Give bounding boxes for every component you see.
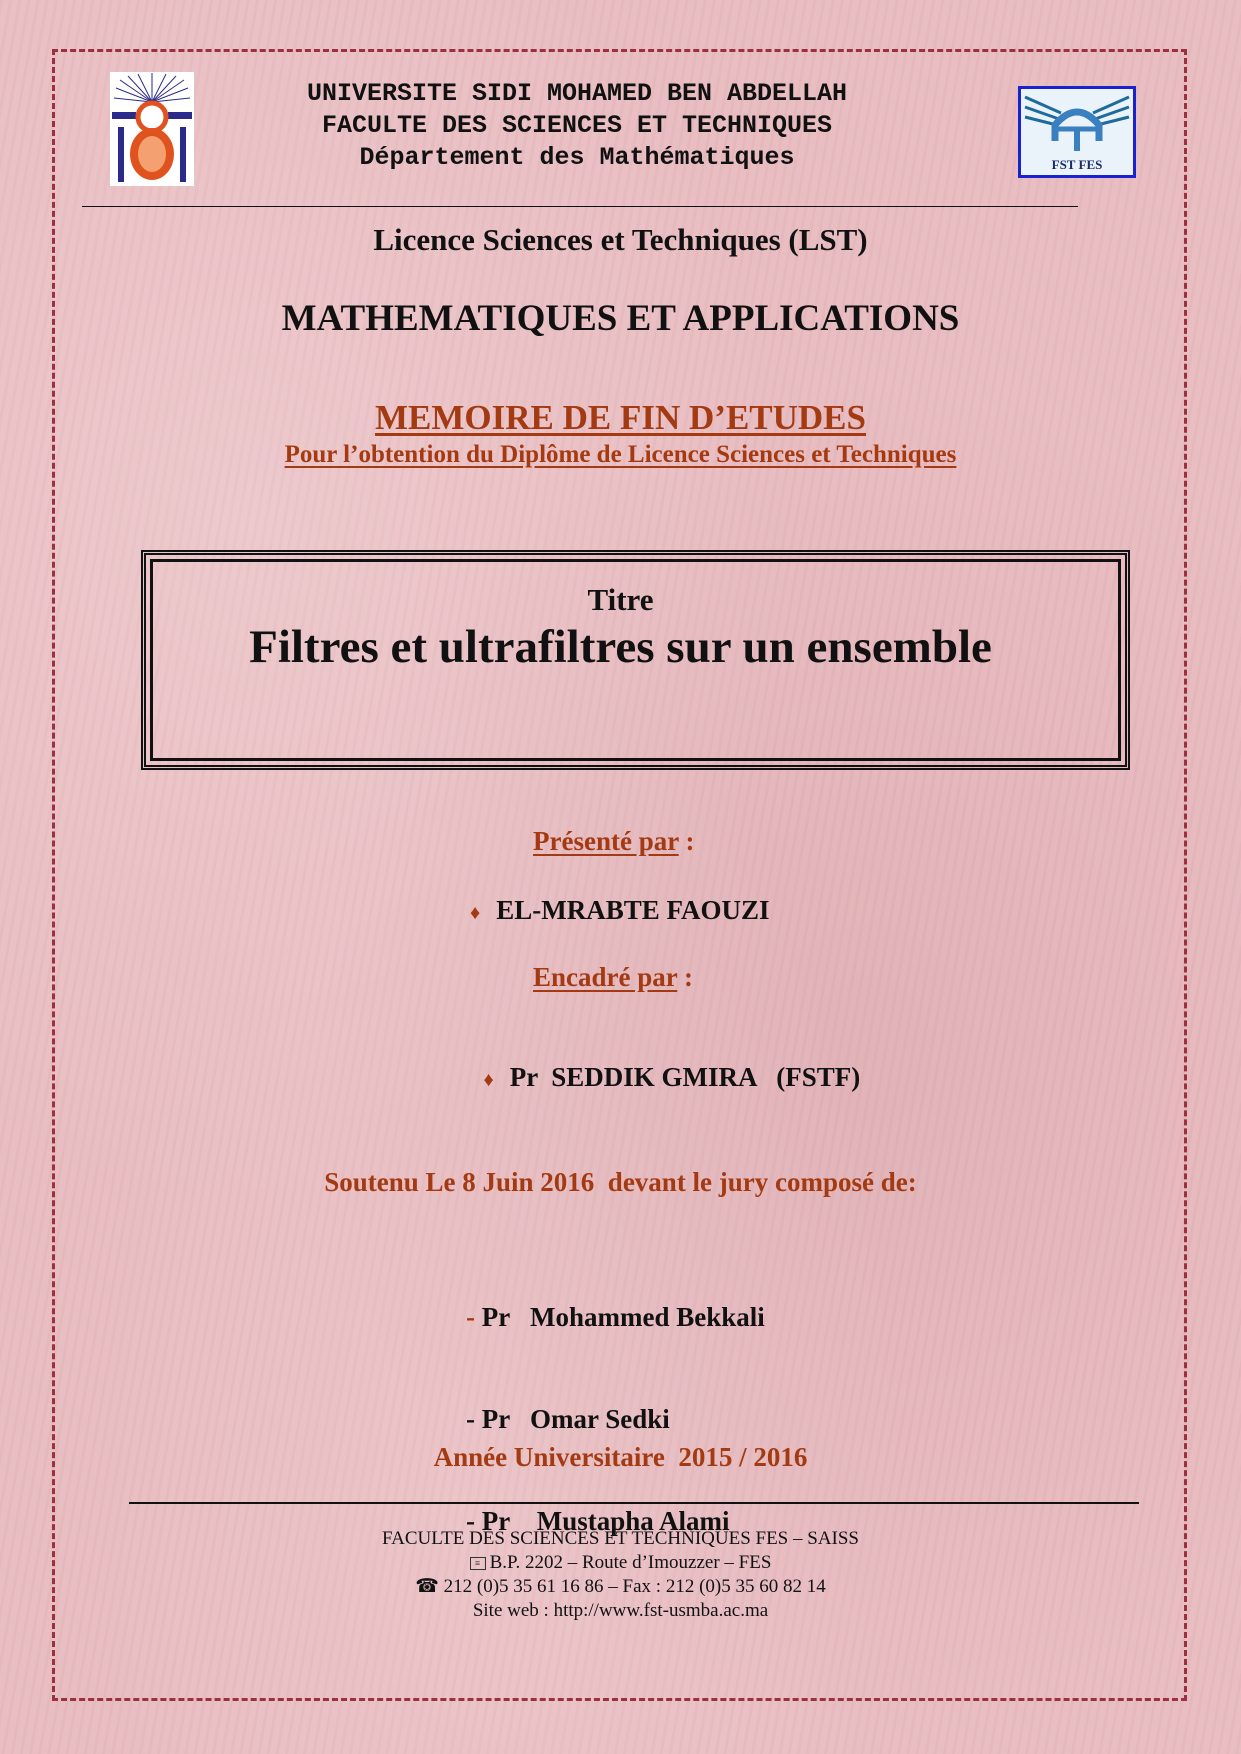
footer-address: [0, 1527, 1241, 1623]
footer-faculty: FACULTE DES SCIENCES ET TECHNIQUES FES – SAISS: [381, 1528, 859, 1549]
svg-text:FST FES: FST FES: [1051, 157, 1103, 172]
footer-postal: ≡ B.P. 2202 – Route d’Imouzzer – FES: [0, 1551, 1241, 1575]
faculty-name: FACULTE DES SCIENCES ET TECHNIQUES: [321, 111, 833, 140]
diamond-bullet-icon: ♦: [470, 902, 481, 924]
header-divider: [82, 206, 1078, 207]
student-entry: [470, 895, 770, 926]
mailbox-icon: ≡: [470, 1557, 486, 1570]
degree-title: Licence Sciences et Techniques (LST): [373, 222, 868, 257]
jury-member: - Pr Mohammed Bekkali: [466, 1302, 765, 1332]
thesis-title: Filtres et ultrafiltres sur un ensemble: [249, 621, 992, 673]
title-label: Titre: [587, 582, 654, 617]
university-emblem-icon: [110, 72, 194, 186]
footer-divider: [129, 1502, 1139, 1504]
department-name: Département des Mathématiques: [359, 143, 795, 172]
phone-icon: ☎: [415, 1576, 444, 1597]
university-name: UNIVERSITE SIDI MOHAMED BEN ABDELLAH: [306, 79, 848, 108]
supervisor-entry: [470, 1031, 860, 1093]
supervised-by-label: Encadré par: [533, 962, 678, 992]
jury-member: - Pr Mustapha Alami: [466, 1506, 730, 1536]
fst-fes-emblem-icon: [1021, 89, 1133, 175]
jury-list: [466, 1232, 765, 1572]
student-name: EL-MRABTE FAOUZI: [496, 895, 770, 925]
memoire-heading: MEMOIRE DE FIN D’ETUDES: [374, 398, 866, 437]
fst-fes-logo: [1018, 86, 1136, 178]
jury-member: - Pr Omar Sedki: [466, 1404, 670, 1434]
university-logo: [110, 72, 194, 186]
supervisor-name: Pr SEDDIK GMIRA (FSTF): [509, 1062, 861, 1092]
diamond-bullet-icon: ♦: [483, 1069, 494, 1091]
defense-statement: Soutenu Le 8 Juin 2016 devant le jury composé de:: [324, 1167, 917, 1197]
memoire-subheading: Pour l’obtention du Diplôme de Licence Sciences et Techniques: [284, 441, 957, 468]
presented-by-label: Présenté par: [533, 826, 679, 856]
footer-phone: ☎ 212 (0)5 35 61 16 86 – Fax : 212 (0)5 35 60 82 14: [415, 1576, 826, 1597]
academic-year: Année Universitaire 2015 / 2016: [433, 1442, 808, 1472]
footer-website: Site web : http://www.fst-usmba.ac.ma: [472, 1600, 769, 1621]
specialty-title: MATHEMATIQUES ET APPLICATIONS: [281, 298, 960, 339]
